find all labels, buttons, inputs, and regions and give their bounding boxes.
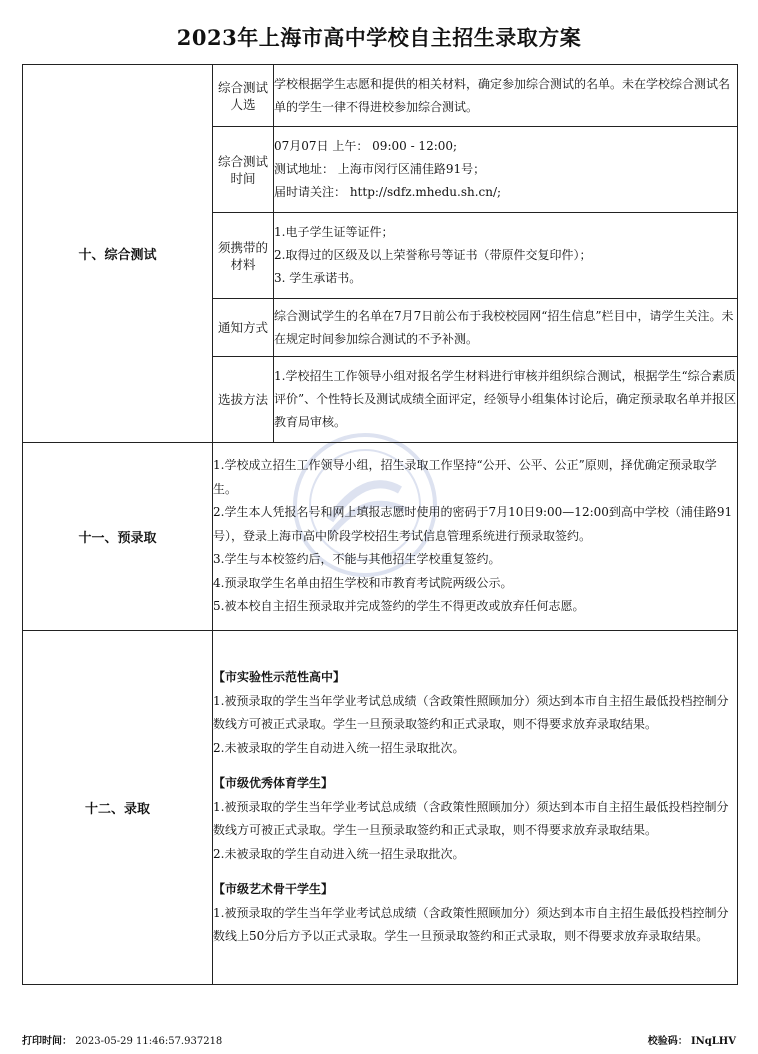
page-title: 2023年上海市高中学校自主招生录取方案 <box>176 25 582 50</box>
row-label: 综合测试时间 <box>213 127 274 213</box>
group-heading: 【市级优秀体育学生】 <box>213 776 334 791</box>
content-line: 3. 学生承诺书。 <box>274 271 362 285</box>
row-label: 须携带的材料 <box>213 213 274 299</box>
section-heading-pre-admission: 十一、预录取 <box>23 443 213 631</box>
section-heading-admission: 十二、录取 <box>23 631 213 985</box>
pre-admission-content <box>213 443 738 631</box>
admission-content <box>213 631 738 985</box>
content-line: 1.被预录取的学生当年学业考试总成绩（含政策性照顾加分）须达到本市自主招生最低投档控制分数线方可被正式录取。学生一旦预录取签约和正式录取，则不得要求放弃录取结果。 <box>213 693 729 732</box>
row-label: 选拔方法 <box>213 357 274 443</box>
content-line: 2.未被录取的学生自动进入统一招生录取批次。 <box>213 740 465 755</box>
content-line: 1.电子学生证等证件； <box>274 225 394 239</box>
content-line: 2.取得过的区级及以上荣誉称号等证书（带原件交复印件）； <box>274 248 592 262</box>
content-line: 1.被预录取的学生当年学业考试总成绩（含政策性照顾加分）须达到本市自主招生最低投档控制分数线上50分后方予以正式录取。学生一旦预录取签约和正式录取，则不得要求放弃录取结果。 <box>213 905 729 944</box>
content-line: 届时请关注： http://sdfz.mhedu.sh.cn/; <box>274 185 502 199</box>
content-line: 测试地址： 上海市闵行区浦佳路91号； <box>274 162 486 176</box>
content-line: 学校根据学生志愿和提供的相关材料，确定参加综合测试的名单。未在学校综合测试名单的学生一律不得进校参加综合测试。 <box>274 76 731 114</box>
row-content <box>274 127 738 213</box>
content-line: 1.学校招生工作领导小组对报名学生材料进行审核并组织综合测试，根据学生“综合素质评价”、个性特长及测试成绩全面评定，经领导小组集体讨论后，确定预录取名单并报区教育局审核。 <box>274 369 737 429</box>
print-time-footer <box>22 1032 222 1047</box>
verification-code-label: 校验码： <box>647 1036 688 1047</box>
content-line: 1.学校成立招生工作领导小组，招生录取工作坚持“公开、公平、公正”原则，择优确定预录取学生。 <box>213 458 717 496</box>
verification-code-footer <box>648 1032 736 1047</box>
row-content <box>274 299 738 357</box>
content-line: 3.学生与本校签约后，不能与其他招生学校重复签约。 <box>213 552 501 567</box>
row-content <box>274 357 738 443</box>
content-line: 5.被本校自主招生预录取并完成签约的学生不得更改或放弃任何志愿。 <box>213 599 585 614</box>
content-line: 2.未被录取的学生自动进入统一招生录取批次。 <box>213 846 465 861</box>
section-heading-comprehensive-test: 十、综合测试 <box>23 65 213 443</box>
verification-code-value: INqLHV <box>690 1036 736 1047</box>
group-heading: 【市实验性示范性高中】 <box>213 670 346 685</box>
row-label: 综合测试人选 <box>213 65 274 127</box>
row-content <box>274 65 738 127</box>
admission-plan-table <box>22 64 738 985</box>
print-time-label: 打印时间： <box>22 1036 72 1047</box>
group-heading: 【市级艺术骨干学生】 <box>213 882 334 897</box>
row-label: 通知方式 <box>213 299 274 357</box>
content-line: 2.学生本人凭报名号和网上填报志愿时使用的密码于7月10日9:00—12:00到高中学校（浦佳路91号），登录上海市高中阶段学校招生考试信息管理系统进行预录取签约。 <box>213 505 733 543</box>
row-content <box>274 213 738 299</box>
content-line: 07月07日 上午： 09:00 - 12:00; <box>274 139 458 153</box>
content-line: 4.预录取学生名单由招生学校和市教育考试院两级公示。 <box>213 575 513 590</box>
content-line: 1.被预录取的学生当年学业考试总成绩（含政策性照顾加分）须达到本市自主招生最低投档控制分数线方可被正式录取。学生一旦预录取签约和正式录取，则不得要求放弃录取结果。 <box>213 799 729 838</box>
content-line: 综合测试学生的名单在7月7日前公布于我校校园网“招生信息”栏目中，请学生关注。未在规定时间参加综合测试的不予补测。 <box>274 308 734 346</box>
print-time-value: 2023-05-29 11:46:57.937218 <box>75 1036 223 1047</box>
